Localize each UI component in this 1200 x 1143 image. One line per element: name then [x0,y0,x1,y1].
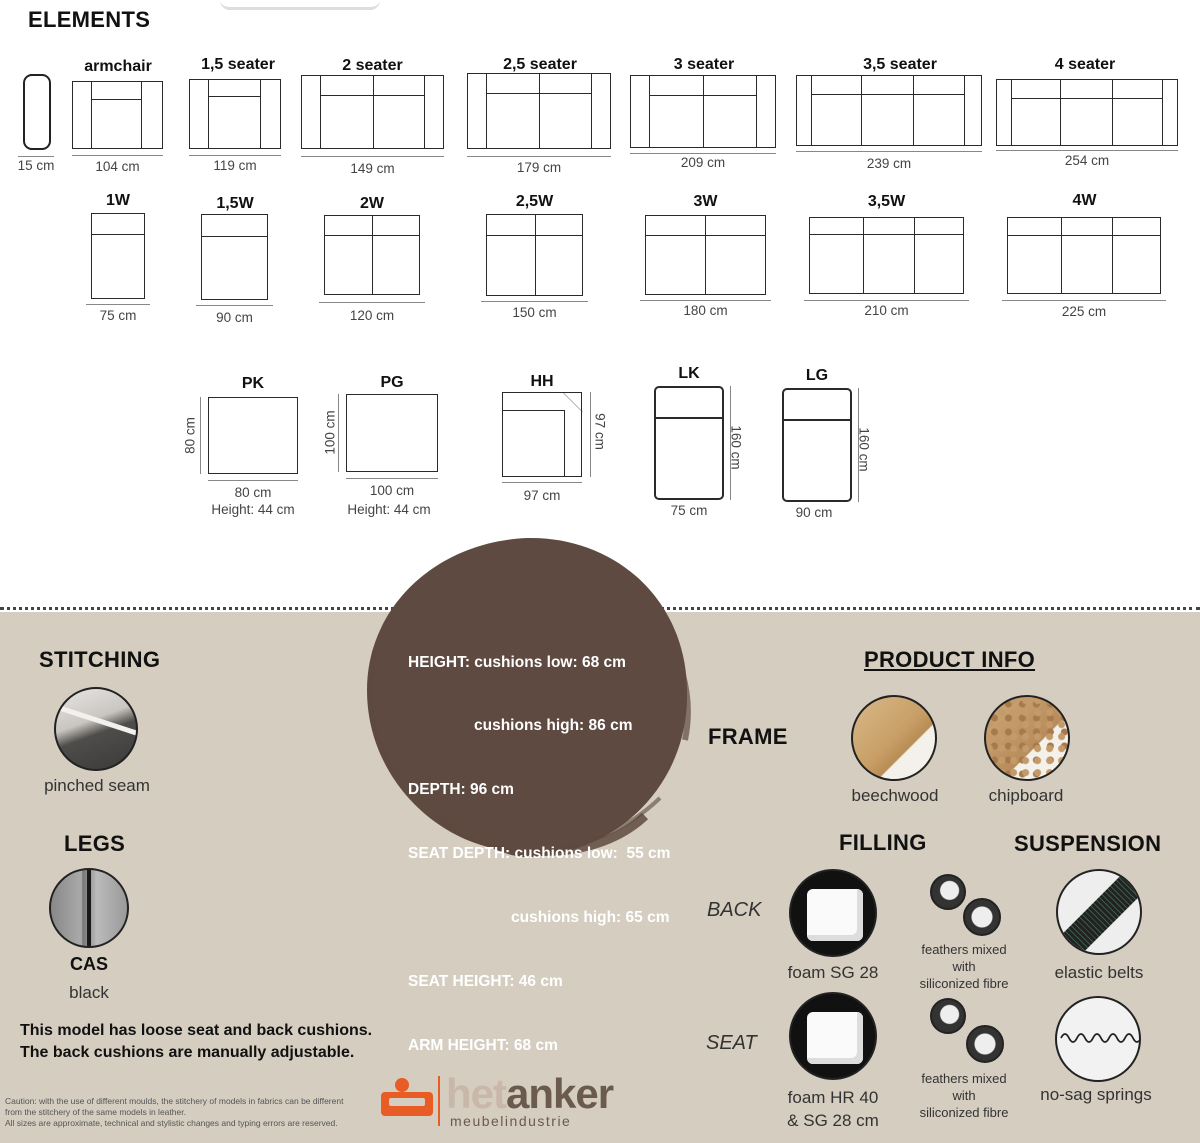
element-shape [201,214,268,300]
element-label: PK [241,375,265,392]
element-label: LG [805,367,829,384]
leg-name: CAS [69,954,108,974]
elastic-belts-image [1056,869,1142,955]
longchair-shape [654,386,724,500]
dim-label: 225 cm [1061,304,1107,319]
element-shape [324,215,420,295]
dim-label: 75 cm [99,308,137,323]
dim-label: 97 cm [523,488,561,503]
dim-label: 179 cm [516,160,562,175]
dim-label: 75 cm [670,503,708,518]
element-shape [486,214,583,296]
seat-fibre-label [904,1070,1024,1121]
dim-depth-label: 160 cm [856,427,872,472]
frame-material-label: chipboard [988,786,1064,805]
dim-label: 254 cm [1064,153,1110,168]
dim-label: 209 cm [680,155,726,170]
element-label: 3W [693,193,718,210]
chipboard-image [984,695,1070,781]
decorative-arc [220,0,380,10]
back-fibre-label [904,941,1024,992]
back-foam-label: foam SG 28 [787,963,879,982]
cushion-note [20,1020,372,1064]
spec-height-high: cushions high: 86 cm [474,717,633,735]
element-label: armchair [84,58,152,75]
sofa-shape [796,75,982,146]
foam-hr40-image [789,992,877,1080]
dim-label: 150 cm [512,305,557,320]
no-sag-springs-image [1055,996,1141,1082]
dim-label: 120 cm [349,308,395,323]
element-label: LK [678,365,700,382]
fibre-icon [963,898,1001,936]
logo-word-het: het [446,1070,506,1117]
dim-label: 104 cm [95,159,140,174]
spec-height-low: HEIGHT: cushions low: 68 cm [408,653,626,671]
height-label: Height: 44 cm [347,502,431,517]
beechwood-image [851,695,937,781]
element-shape [1007,217,1161,294]
legs-title: LEGS [64,831,126,856]
element-shape [645,215,766,295]
dim-label: 239 cm [866,156,912,171]
suspension-label: no-sag springs [1040,1085,1152,1104]
element-shape [809,217,964,294]
cas-leg-image [49,868,129,948]
armrest-shape [23,74,51,150]
element-label: 1,5W [216,195,254,212]
dim-depth-label: 100 cm [322,410,338,455]
fibre-line: with [952,1088,976,1103]
stitching-label: pinched seam [44,776,150,795]
filling-title: FILLING [839,830,927,855]
pinched-seam-image [54,687,138,771]
seat-foam-label [770,1086,896,1132]
dim-depth-label: 80 cm [182,417,198,454]
hetanker-logo-icon [377,1078,437,1120]
frame-material-label: beechwood [851,786,939,805]
element-label: 3 seater [673,56,735,73]
fibre-line: feathers mixed [921,1071,1007,1086]
fibre-line: siliconized fibre [919,1105,1009,1120]
element-label: 2,5 seater [503,56,577,73]
element-label: 2,5W [515,193,554,210]
sofa-shape [467,73,611,149]
dim-label: 90 cm [216,310,253,325]
foam-sg28-image [789,869,877,957]
fibre-line: feathers mixed [921,942,1007,957]
logo-word-anker: anker [506,1070,614,1117]
elements-title: ELEMENTS [28,7,151,32]
dim-label: 180 cm [683,303,728,318]
element-label: 4W [1072,192,1097,209]
element-label: 1,5 seater [201,56,275,73]
spec-list [408,609,670,1078]
element-label: 1W [106,192,130,209]
element-label: 4 seater [1054,56,1116,73]
spec-seat-depth-low: SEAT DEPTH: cushions low: 55 cm [408,845,671,863]
fibre-line: siliconized fibre [919,976,1009,991]
sofa-shape [996,79,1178,146]
back-label: BACK [707,899,762,921]
dim-label: 90 cm [795,505,833,520]
dim-label: 15 cm [17,158,55,173]
frame-title: FRAME [708,724,788,749]
caution-line: All sizes are approximate, technical and stylistic changes and typing errors are reserved. [5,1118,338,1128]
seat-label: SEAT [706,1032,757,1054]
element-label: 2 seater [342,57,403,74]
foam-line: foam HR 40 [787,1088,879,1107]
element-label: 3,5 seater [863,56,937,73]
element-label: 2W [360,195,384,212]
dim-label: 100 cm [369,483,415,498]
stitching-title: STITCHING [39,647,161,672]
product-info-title: PRODUCT INFO [864,647,1036,672]
armchair-shape [72,81,163,149]
height-label: Height: 44 cm [211,502,295,517]
element-label: 3,5W [867,193,906,210]
pouf-shape [208,397,298,474]
element-label: PG [380,374,404,391]
cushion-note-line: The back cushions are manually adjustable. [20,1044,355,1061]
suspension-title: SUSPENSION [1014,831,1162,856]
caution-line: Caution: with the use of different moulds, the stitchery of models in fabrics can be different [5,1096,344,1106]
element-label: HH [530,373,554,390]
logo-wordmark [446,1070,613,1118]
cushion-note-line: This model has loose seat and back cushions. [20,1022,373,1039]
sofa-shape [630,75,776,148]
spec-seat-depth-high: cushions high: 65 cm [511,909,670,927]
longchair-shape [782,388,852,502]
corner-shape [502,392,582,477]
dim-label: 80 cm [234,485,272,500]
logo-subtitle: meubelindustrie [450,1113,572,1129]
feather-icon [930,874,966,910]
suspension-label: elastic belts [1054,963,1144,982]
sofa-shape [189,79,281,149]
foam-line: & SG 28 cm [787,1111,879,1130]
caution-line: from the stitchery of the same models in leather. [5,1107,186,1117]
leg-color: black [69,983,109,1002]
pouf-shape [346,394,438,472]
spec-seat-height: SEAT HEIGHT: 46 cm [408,973,563,991]
feather-icon [930,998,966,1034]
fibre-line: with [952,959,976,974]
element-shape [91,213,145,299]
dim-label: 119 cm [213,158,257,173]
dim-depth-label: 97 cm [592,413,608,450]
dim-depth-label: 160 cm [728,425,744,470]
spec-arm-height: ARM HEIGHT: 68 cm [408,1036,558,1054]
dim-label: 149 cm [350,161,395,176]
caution-text [5,1096,343,1129]
dim-label: 210 cm [864,303,909,318]
spec-depth: DEPTH: 96 cm [408,781,514,799]
fibre-icon [966,1025,1004,1063]
sofa-shape [301,75,444,149]
spring-icon [1057,998,1141,1082]
